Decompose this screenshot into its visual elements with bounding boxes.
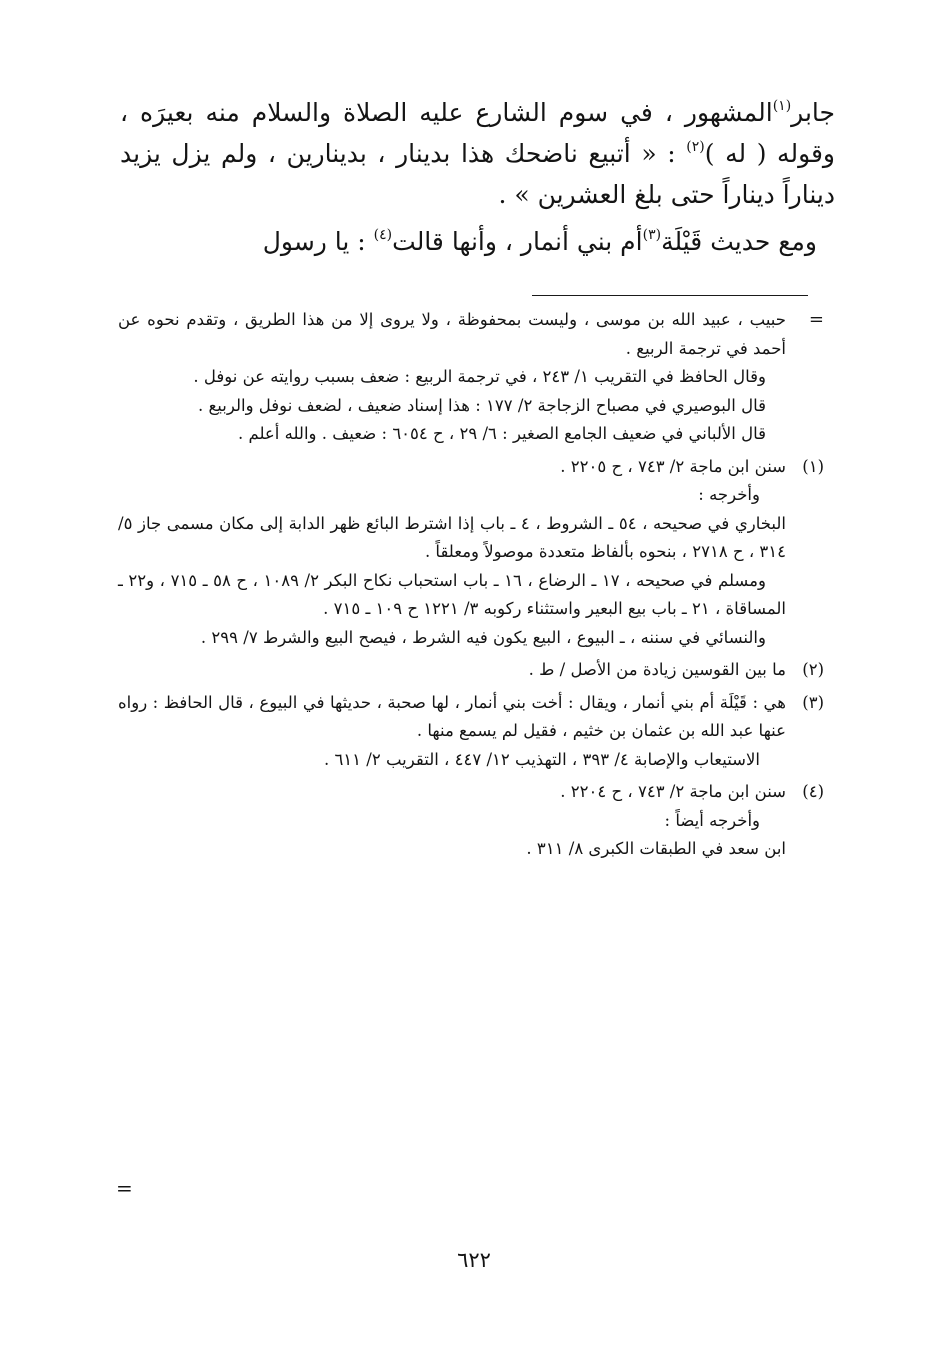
footnotes-section [118,306,824,868]
text-segment: المشهور ، في سوم الشارع عليه الصلاة والسلام منه بعيرَه ، وقوله ( له ) [120,98,836,168]
footnote-continuation [118,306,824,449]
footnote-number: (٤) [802,782,824,801]
footnote-line: البخاري في صحيحه ، ٥٤ ـ الشروط ، ٤ ـ باب إذا اشترط البائع ظهر الدابة إلى مكان مسمى جاز ٥/ ٣١٤ ، ح ٢٧١٨ ، بنحوه بألفاظ متعددة موصولاً ومعلقاً . [118,513,787,561]
text-segment: جابر [791,98,835,127]
main-paragraph-2 [120,221,835,262]
footnote-1 [118,453,824,653]
footnote-separator [532,295,808,296]
footnote-number: (٢) [802,660,824,679]
footnote-line: قال الألباني في ضعيف الجامع الصغير : ٦/ ٢٩ ، ح ٦٠٥٤ : ضعيف . والله أعلم . [238,424,766,443]
footnote-number: (١) [802,456,824,476]
footnote-ref-3: (٣) [642,226,662,243]
footnote-line: والنسائي في سننه ، ـ البيوع ، البيع يكون فيه الشرط ، فيصح البيع والشرط ٧/ ٢٩٩ . [200,627,766,647]
footnote-3 [118,689,824,775]
footnote-line: ابن سعد في الطبقات الكبرى ٨/ ٣١١ . [526,839,786,858]
continuation-mark: = [808,309,824,330]
footnote-line: الاستيعاب والإصابة ٤/ ٣٩٣ ، التهذيب ١٢/ ٤٤٧ ، التقريب ٢/ ٦١١ . [323,749,760,769]
footnote-number: (٣) [802,692,824,712]
text-segment: ومع حديث قَيْلَة [661,227,817,256]
footnote-ref-4: (٤) [373,226,393,243]
footnote-ref-2: (٢) [686,138,705,155]
main-text [120,92,835,262]
text-segment: : يا رسول [262,227,374,256]
footnote-line: وأخرجه : [698,485,760,504]
footnote-line: حبيب ، عبيد الله بن موسى ، وليست بمحفوظة ، ولا يروى إلا من هذا الطريق ، وتقدم نحوه عن أحمد في ترجمة الربيع . [118,310,786,358]
text-segment: : « أتبيع ناضحك هذا بدينار ، بدينارين ، ولم يزل يزيد ديناراً ديناراً حتى بلغ العشرين » . [120,139,835,209]
footnote-2 [118,656,824,685]
footnote-line: ومسلم في صحيحه ، ١٧ ـ الرضاع ، ١٦ ـ باب استحباب نكاح البكر ٢/ ١٠٨٩ ، ح ٥٨ ـ ٧١٥ ، و٢٢ ـ المساقاة ، ٢١ ـ باب بيع البعير واستثناء ركوبه ٣/ ١٢٢١ ح ١٠٩ ـ ٧١٥ . [118,570,786,618]
text-segment: أم بني أنمار ، وأنها قالت [392,227,643,256]
footnote-line: وأخرجه أيضاً : [664,810,760,830]
footnote-ref-1: (١) [772,97,792,114]
page-number: ٦٢٢ [457,1248,491,1272]
continuation-mark-end: = [116,1176,133,1200]
main-paragraph-1 [120,92,835,215]
footnote-line: هي : قَيْلَة أم بني أنمار ، ويقال : أخت بني أنمار ، لها صحبة ، حديثها في البيوع ، قال الحافظ : رواه عنها عبد الله بن عثمان بن خثيم ، فقيل لم يسمع منها . [118,692,786,740]
footnote-line: سنن ابن ماجة ٢/ ٧٤٣ ، ح ٢٢٠٤ . [560,782,786,801]
footnote-line: سنن ابن ماجة ٢/ ٧٤٣ ، ح ٢٢٠٥ . [560,456,786,476]
footnote-line: قال البوصيري في مصباح الزجاجة ٢/ ١٧٧ : هذا إسناد ضعيف ، لضعف نوفل والربيع . [198,395,766,415]
footnote-line: ما بين القوسين زيادة من الأصل / ط . [528,660,786,679]
footnote-line: وقال الحافظ في التقريب ١/ ٢٤٣ ، في ترجمة الربيع : ضعف بسبب روايته عن نوفل . [193,367,766,386]
footnote-4 [118,778,824,864]
